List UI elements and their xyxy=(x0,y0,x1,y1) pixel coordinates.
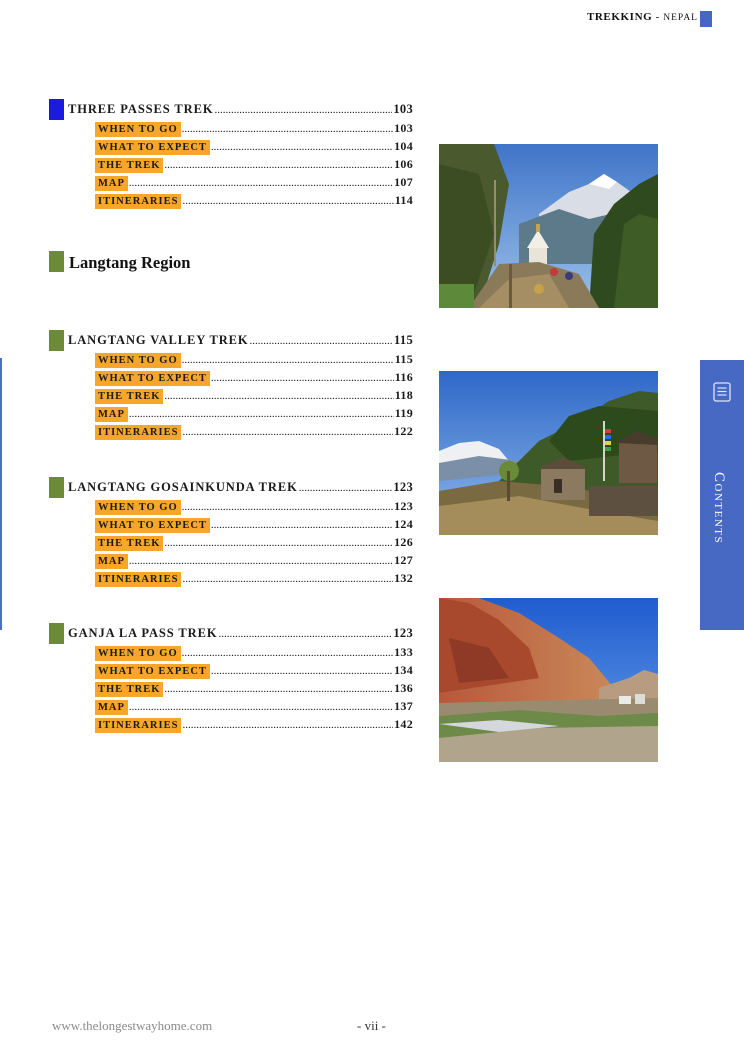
dot-leader xyxy=(299,482,393,494)
dot-leader xyxy=(250,335,393,347)
entry-page: 137 xyxy=(394,699,413,713)
dot-leader xyxy=(129,701,393,713)
header-color-box xyxy=(700,11,712,27)
entry-page: 114 xyxy=(394,193,413,207)
photo-red-cliffs xyxy=(439,598,658,762)
entry-label: ITINERARIES xyxy=(95,572,181,587)
header-separator: - xyxy=(655,11,660,23)
entry-label: ITINERARIES xyxy=(95,425,181,440)
section-page: 115 xyxy=(394,333,413,347)
region-marker xyxy=(49,251,64,272)
entry-page: 118 xyxy=(394,388,413,402)
left-edge-strip xyxy=(0,358,2,630)
toc-entry[interactable] xyxy=(95,681,413,699)
entry-page: 104 xyxy=(394,139,413,153)
toc-entry[interactable] xyxy=(95,645,413,663)
toc-section-heading[interactable] xyxy=(49,330,419,352)
dot-leader xyxy=(129,555,393,567)
toc-entry[interactable] xyxy=(95,352,413,370)
footer-page-number: - vii - xyxy=(357,1018,386,1033)
entry-page: 103 xyxy=(394,121,413,135)
dot-leader xyxy=(129,177,393,189)
entry-page: 107 xyxy=(394,175,413,189)
entry-label: MAP xyxy=(95,554,128,569)
side-tab-label: Contents xyxy=(711,472,727,545)
toc-entry[interactable] xyxy=(95,193,413,211)
toc-entry[interactable] xyxy=(95,553,413,571)
section-title: THREE PASSES TREK xyxy=(68,102,214,116)
dot-leader xyxy=(164,683,393,695)
footer-website[interactable]: www.thelongestwayhome.com xyxy=(52,1018,213,1033)
dot-leader xyxy=(218,628,392,640)
toc-entry[interactable] xyxy=(95,388,413,406)
toc-entry[interactable] xyxy=(95,535,413,553)
entry-label: MAP xyxy=(95,176,128,191)
section-title: GANJA LA PASS TREK xyxy=(68,626,218,640)
entry-label: WHEN TO GO xyxy=(95,122,181,137)
toc-entry[interactable] xyxy=(95,571,413,589)
entry-page: 106 xyxy=(394,157,413,171)
entry-label: THE TREK xyxy=(95,389,163,404)
section-title: LANGTANG VALLEY TREK xyxy=(68,333,249,347)
entry-page: 134 xyxy=(394,663,413,677)
toc-entry[interactable] xyxy=(95,424,413,442)
entry-page: 122 xyxy=(394,424,413,438)
entry-page: 132 xyxy=(394,571,413,585)
toc-entry[interactable] xyxy=(95,717,413,735)
header-title: TREKKING xyxy=(586,11,653,23)
entry-page: 142 xyxy=(394,717,413,731)
entry-page: 127 xyxy=(394,553,413,567)
entry-label: WHEN TO GO xyxy=(95,646,181,661)
dot-leader xyxy=(211,141,393,153)
toc-entry[interactable] xyxy=(95,157,413,175)
entry-label: THE TREK xyxy=(95,158,163,173)
dot-leader xyxy=(211,519,393,531)
section-title: LANGTANG GOSAINKUNDA TREK xyxy=(68,480,298,494)
entry-page: 133 xyxy=(394,645,413,659)
entry-label: ITINERARIES xyxy=(95,194,181,209)
dot-leader xyxy=(164,390,393,402)
dot-leader xyxy=(182,501,393,513)
photo-trail-stupa xyxy=(439,144,658,308)
dot-leader xyxy=(211,372,394,384)
entry-label: ITINERARIES xyxy=(95,718,181,733)
entry-page: 123 xyxy=(394,499,413,513)
entry-label: WHAT TO EXPECT xyxy=(95,140,210,155)
entry-page: 124 xyxy=(394,517,413,531)
section-marker xyxy=(49,623,64,644)
dot-leader xyxy=(182,426,393,438)
dot-leader xyxy=(182,719,393,731)
toc-section-heading[interactable] xyxy=(49,99,419,121)
dot-leader xyxy=(182,354,394,366)
entry-label: WHEN TO GO xyxy=(95,500,181,515)
toc-entry[interactable] xyxy=(95,121,413,139)
toc-entry[interactable] xyxy=(95,663,413,681)
section-page: 103 xyxy=(393,102,413,116)
entry-label: THE TREK xyxy=(95,682,163,697)
toc-entry[interactable] xyxy=(95,175,413,193)
dot-leader xyxy=(182,123,393,135)
region-title: Langtang Region xyxy=(69,253,191,272)
section-page: 123 xyxy=(393,480,413,494)
entry-page: 136 xyxy=(394,681,413,695)
dot-leader xyxy=(164,537,393,549)
entry-label: WHEN TO GO xyxy=(95,353,181,368)
entry-label: WHAT TO EXPECT xyxy=(95,664,210,679)
document-icon xyxy=(713,382,731,402)
toc-section-ganja-la xyxy=(49,623,419,735)
entry-label: WHAT TO EXPECT xyxy=(95,371,210,386)
toc-section-gosainkunda xyxy=(49,477,419,589)
section-page: 123 xyxy=(393,626,413,640)
toc-entry[interactable] xyxy=(95,517,413,535)
section-marker xyxy=(49,330,64,351)
contents-side-tab[interactable] xyxy=(700,360,744,630)
entry-page: 126 xyxy=(394,535,413,549)
dot-leader xyxy=(182,647,393,659)
section-marker xyxy=(49,99,64,120)
dot-leader xyxy=(182,195,393,207)
toc-section-three-passes xyxy=(49,99,419,211)
photo-stone-hut xyxy=(439,371,658,535)
dot-leader xyxy=(129,408,394,420)
toc-entry[interactable] xyxy=(95,406,413,424)
dot-leader xyxy=(214,104,392,116)
running-header xyxy=(587,11,698,23)
entry-page: 115 xyxy=(394,352,413,366)
header-subtitle: NEPAL xyxy=(663,13,698,23)
toc-section-heading[interactable] xyxy=(49,477,419,499)
dot-leader xyxy=(211,665,393,677)
entry-label: THE TREK xyxy=(95,536,163,551)
toc-entry[interactable] xyxy=(95,699,413,717)
toc-entry[interactable] xyxy=(95,139,413,157)
toc-section-langtang-valley xyxy=(49,330,419,442)
entry-label: MAP xyxy=(95,407,128,422)
toc-entry[interactable] xyxy=(95,499,413,517)
entry-page: 116 xyxy=(394,370,413,384)
entry-label: MAP xyxy=(95,700,128,715)
dot-leader xyxy=(164,159,393,171)
toc-section-heading[interactable] xyxy=(49,623,419,645)
toc-entry[interactable] xyxy=(95,370,413,388)
entry-label: WHAT TO EXPECT xyxy=(95,518,210,533)
entry-page: 119 xyxy=(394,406,413,420)
section-marker xyxy=(49,477,64,498)
dot-leader xyxy=(182,573,393,585)
